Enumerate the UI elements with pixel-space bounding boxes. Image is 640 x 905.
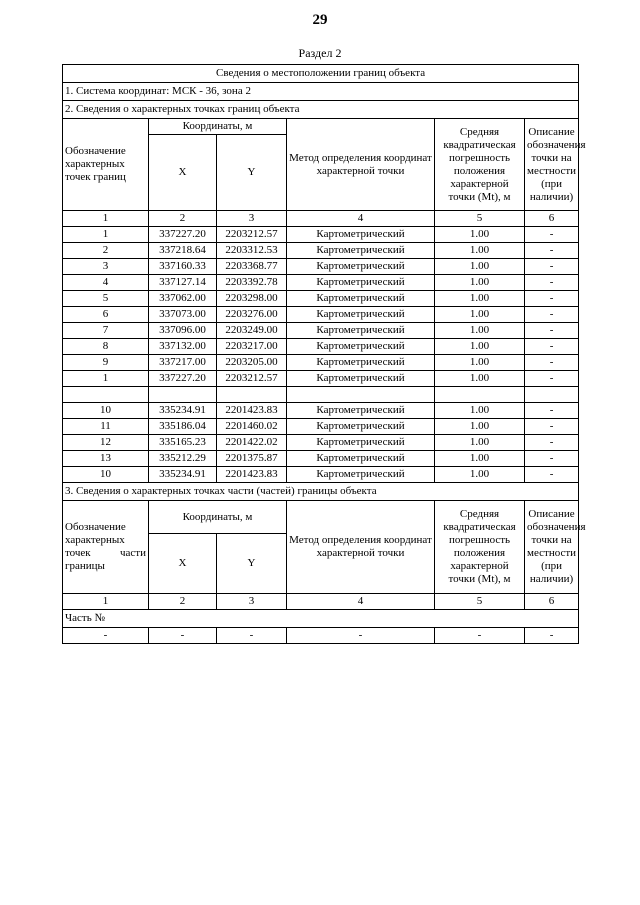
description: - bbox=[525, 467, 579, 483]
point-number: 7 bbox=[63, 323, 149, 339]
accuracy: 1.00 bbox=[435, 371, 525, 387]
parts-header-accuracy: Средняя квадратическая погрешность положения характерной точки (Mt), м bbox=[435, 501, 525, 594]
parts-column-numbers-row bbox=[63, 594, 579, 610]
table-row bbox=[63, 307, 579, 323]
column-number: 2 bbox=[149, 594, 217, 610]
method: Картометрический bbox=[287, 259, 435, 275]
section-label: Раздел 2 bbox=[298, 46, 342, 60]
column-number: 5 bbox=[435, 594, 525, 610]
header-designation: Обозначение характерных точек границ bbox=[63, 119, 149, 211]
x-coordinate: 335165.23 bbox=[149, 435, 217, 451]
point-number: 10 bbox=[63, 467, 149, 483]
method: Картометрический bbox=[287, 419, 435, 435]
point-number: 6 bbox=[63, 307, 149, 323]
accuracy: 1.00 bbox=[435, 435, 525, 451]
accuracy: 1.00 bbox=[435, 339, 525, 355]
x-coordinate: 337160.33 bbox=[149, 259, 217, 275]
y-coordinate: 2201422.02 bbox=[217, 435, 287, 451]
method: Картометрический bbox=[287, 339, 435, 355]
description: - bbox=[525, 451, 579, 467]
y-coordinate: 2201423.83 bbox=[217, 467, 287, 483]
x-coordinate: 337096.00 bbox=[149, 323, 217, 339]
y-coordinate: 2203212.57 bbox=[217, 227, 287, 243]
column-number: 4 bbox=[287, 594, 435, 610]
description: - bbox=[525, 243, 579, 259]
table-title: Сведения о местоположении границ объекта bbox=[63, 65, 579, 83]
x-coordinate: 335234.91 bbox=[149, 467, 217, 483]
x-coordinate: 337127.14 bbox=[149, 275, 217, 291]
accuracy: 1.00 bbox=[435, 307, 525, 323]
table-row bbox=[63, 243, 579, 259]
method: Картометрический bbox=[287, 467, 435, 483]
parts-section-title: 3. Сведения о характерных точках части (частей) границы объекта bbox=[63, 483, 579, 501]
column-number: 4 bbox=[287, 211, 435, 227]
description: - bbox=[525, 355, 579, 371]
parts-header-method: Метод определения координат характерной точки bbox=[287, 501, 435, 594]
column-number: 6 bbox=[525, 594, 579, 610]
y-coordinate: 2201423.83 bbox=[217, 403, 287, 419]
x-coordinate: 335212.29 bbox=[149, 451, 217, 467]
description: - bbox=[525, 323, 579, 339]
column-number: 3 bbox=[217, 594, 287, 610]
table-row bbox=[63, 323, 579, 339]
parts-header-y: Y bbox=[217, 534, 287, 594]
table-row bbox=[63, 339, 579, 355]
accuracy: 1.00 bbox=[435, 323, 525, 339]
description: - bbox=[525, 339, 579, 355]
accuracy: 1.00 bbox=[435, 227, 525, 243]
table-row bbox=[63, 419, 579, 435]
parts-header-x: X bbox=[149, 534, 217, 594]
column-number: 1 bbox=[63, 211, 149, 227]
x-coordinate: 337218.64 bbox=[149, 243, 217, 259]
description: - bbox=[525, 403, 579, 419]
accuracy: 1.00 bbox=[435, 403, 525, 419]
parts-header-coordinates: Координаты, м bbox=[149, 501, 287, 534]
description: - bbox=[525, 291, 579, 307]
description: - bbox=[525, 275, 579, 291]
description: - bbox=[525, 371, 579, 387]
point-number: 11 bbox=[63, 419, 149, 435]
y-coordinate: 2203368.77 bbox=[217, 259, 287, 275]
column-number: 3 bbox=[217, 211, 287, 227]
point-number: 8 bbox=[63, 339, 149, 355]
point-number: 13 bbox=[63, 451, 149, 467]
y-coordinate: 2203249.00 bbox=[217, 323, 287, 339]
point-number: 4 bbox=[63, 275, 149, 291]
point-number: 10 bbox=[63, 403, 149, 419]
accuracy: 1.00 bbox=[435, 355, 525, 371]
table-row bbox=[63, 227, 579, 243]
accuracy: 1.00 bbox=[435, 243, 525, 259]
description: - bbox=[525, 307, 579, 323]
coord-system: 1. Система координат: МСК - 36, зона 2 bbox=[63, 83, 579, 101]
column-number: 2 bbox=[149, 211, 217, 227]
accuracy: 1.00 bbox=[435, 451, 525, 467]
parts-header-description: Описание обозначения точки на местности (при наличии) bbox=[525, 501, 579, 594]
empty-cell: - bbox=[149, 628, 217, 644]
y-coordinate: 2201460.02 bbox=[217, 419, 287, 435]
empty-cell: - bbox=[217, 628, 287, 644]
y-coordinate: 2203298.00 bbox=[217, 291, 287, 307]
method: Картометрический bbox=[287, 291, 435, 307]
y-coordinate: 2203205.00 bbox=[217, 355, 287, 371]
method: Картометрический bbox=[287, 323, 435, 339]
point-number: 9 bbox=[63, 355, 149, 371]
x-coordinate: 335186.04 bbox=[149, 419, 217, 435]
point-number: 1 bbox=[63, 227, 149, 243]
description: - bbox=[525, 227, 579, 243]
empty-cell: - bbox=[525, 628, 579, 644]
x-coordinate: 337062.00 bbox=[149, 291, 217, 307]
boundary-table bbox=[62, 64, 586, 644]
column-number: 5 bbox=[435, 211, 525, 227]
description: - bbox=[525, 419, 579, 435]
empty-cell: - bbox=[435, 628, 525, 644]
part-label: Часть № bbox=[63, 610, 579, 628]
x-coordinate: 337227.20 bbox=[149, 227, 217, 243]
column-numbers-row bbox=[63, 211, 579, 227]
table-row bbox=[63, 451, 579, 467]
header-y: Y bbox=[217, 135, 287, 211]
page-number: 29 bbox=[312, 12, 328, 28]
table-row bbox=[63, 291, 579, 307]
accuracy: 1.00 bbox=[435, 419, 525, 435]
method: Картометрический bbox=[287, 355, 435, 371]
header-accuracy: Средняя квадратическая погрешность положения характерной точки (Mt), м bbox=[435, 119, 525, 211]
column-number: 6 bbox=[525, 211, 579, 227]
method: Картометрический bbox=[287, 403, 435, 419]
y-coordinate: 2203312.53 bbox=[217, 243, 287, 259]
point-number: 1 bbox=[63, 371, 149, 387]
y-coordinate: 2203217.00 bbox=[217, 339, 287, 355]
method: Картометрический bbox=[287, 451, 435, 467]
method: Картометрический bbox=[287, 371, 435, 387]
x-coordinate: 337073.00 bbox=[149, 307, 217, 323]
table-row bbox=[63, 259, 579, 275]
x-coordinate: 335234.91 bbox=[149, 403, 217, 419]
y-coordinate: 2203212.57 bbox=[217, 371, 287, 387]
accuracy: 1.00 bbox=[435, 467, 525, 483]
table-row bbox=[63, 403, 579, 419]
points-section-title: 2. Сведения о характерных точках границ объекта bbox=[63, 101, 579, 119]
point-number: 3 bbox=[63, 259, 149, 275]
table-row bbox=[63, 435, 579, 451]
empty-cell: - bbox=[287, 628, 435, 644]
parts-header-designation: Обозначение характерных точек части границы bbox=[63, 501, 149, 594]
table-row bbox=[63, 275, 579, 291]
table-row bbox=[63, 467, 579, 483]
point-number: 2 bbox=[63, 243, 149, 259]
accuracy: 1.00 bbox=[435, 291, 525, 307]
method: Картометрический bbox=[287, 307, 435, 323]
parts-empty-row bbox=[63, 628, 579, 644]
accuracy: 1.00 bbox=[435, 275, 525, 291]
column-number: 1 bbox=[63, 594, 149, 610]
y-coordinate: 2201375.87 bbox=[217, 451, 287, 467]
y-coordinate: 2203392.78 bbox=[217, 275, 287, 291]
x-coordinate: 337132.00 bbox=[149, 339, 217, 355]
header-method: Метод определения координат характерной точки bbox=[287, 119, 435, 211]
empty-cell: - bbox=[63, 628, 149, 644]
header-description: Описание обозначения точки на местности (при наличии) bbox=[525, 119, 579, 211]
header-x: X bbox=[149, 135, 217, 211]
x-coordinate: 337227.20 bbox=[149, 371, 217, 387]
method: Картометрический bbox=[287, 435, 435, 451]
method: Картометрический bbox=[287, 275, 435, 291]
method: Картометрический bbox=[287, 227, 435, 243]
accuracy: 1.00 bbox=[435, 259, 525, 275]
table-row bbox=[63, 355, 579, 371]
contour-separator-row bbox=[63, 387, 579, 403]
x-coordinate: 337217.00 bbox=[149, 355, 217, 371]
point-number: 5 bbox=[63, 291, 149, 307]
description: - bbox=[525, 259, 579, 275]
y-coordinate: 2203276.00 bbox=[217, 307, 287, 323]
point-number: 12 bbox=[63, 435, 149, 451]
method: Картометрический bbox=[287, 243, 435, 259]
table-row bbox=[63, 371, 579, 387]
header-coordinates: Координаты, м bbox=[149, 119, 287, 135]
description: - bbox=[525, 435, 579, 451]
